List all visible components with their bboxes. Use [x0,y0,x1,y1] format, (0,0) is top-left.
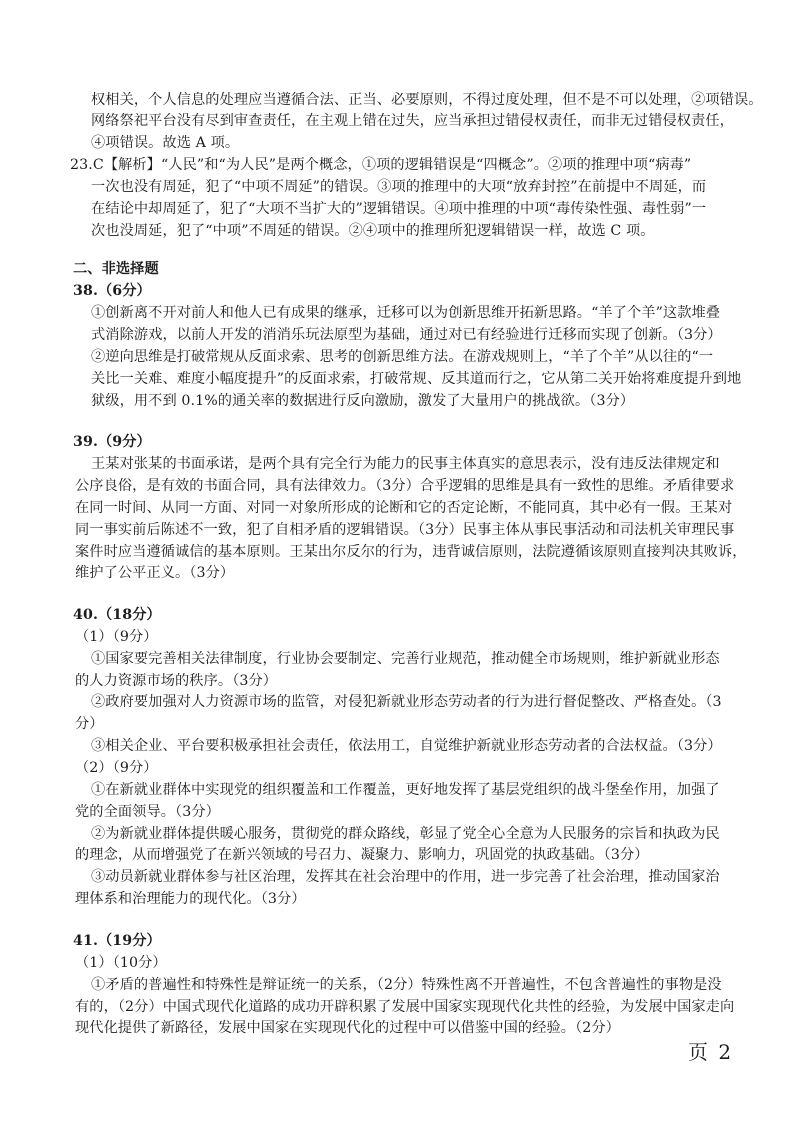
text-line: 党的全面领导。（3分） [75,804,220,820]
text-line: 权相关，个人信息的处理应当遵循合法、正当、必要原则，不得过度处理，但不是不可以处理，②项错误。 [91,92,763,108]
text-line: 的人力资源市场的秩序。（3分） [75,673,278,689]
text-line: ①创新离不开对前人和他人已有成果的继承，迁移可以为创新思维开拓新思路。“羊了个羊”这款堆叠 [91,305,721,321]
page-number: 页 2 [688,1040,734,1064]
text-line: ①矛盾的普遍性和特殊性是辩证统一的关系，（2分）特殊性离不开普遍性，不包含普遍性的事物是没 [91,977,722,993]
text-line: 同一事实前后陈述不一致，犯了自相矛盾的逻辑错误。（3分）民事主体从事民事活动和司法机关审理民事 [75,522,735,538]
text-line: 公序良俗，是有效的书面合同，具有法律效力。（3分）合乎逻辑的思维是具有一致性的思维。矛盾律要求 [75,478,735,494]
text-line: 23.C【解析】“人民”和“为人民”是两个概念，①项的逻辑错误是“四概念”。②项的推理中项“病毒” [70,157,692,173]
text-line: 关比一关难、难度小幅度提升”的反面求索，打破常规、反其道而行之，它从第二关开始将难度提升到地 [91,371,742,387]
text-line: 式消除游戏，以前人开发的消消乐玩法原型为基础，通过对已有经验进行迁移而实现了创新。（3分） [91,327,722,343]
text-line: 理体系和治理能力的现代化。（3分） [75,891,306,907]
text-line: （1）（9分） [75,629,158,645]
text-line: 一次也没有周延，犯了“中项不周延”的错误。③项的推理中的大项“放弃封控”在前提中不周延，而 [91,179,707,195]
text-line: 在结论中却周延了，犯了“大项不当扩大的”逻辑错误。④项中推理的中项“毒传染性强、毒性弱”一 [91,201,707,217]
text-line: ①国家要完善相关法律制度，行业协会要制定、完善行业规范，推动健全市场规则，维护新就业形态 [91,651,720,667]
text-line: 狱级，用不到 0.1%的通关率的数据进行反向激励，激发了大量用户的挑战欲。（3分） [91,393,635,409]
text-line: 38.（6分） [73,283,151,299]
text-line: 在同一时间、从同一方面、对同一对象所形成的论断和它的否定论断，不能同真，其中必有一假。王某对 [75,500,733,516]
text-line: 40.（18分） [73,607,161,623]
text-line: 现代化提供了新路径，发展中国家在实现现代化的过程中可以借鉴中国的经验。（2分） [75,1020,620,1036]
text-line: （2）（9分） [75,760,158,776]
text-line: 41.（19分） [73,933,161,949]
text-line: 二、非选择题 [73,261,159,277]
text-line: 网络祭祀平台没有尽到审查责任，在主观上错在过失，应当承担过错侵权责任，而非无过错侵权责任， [91,113,734,129]
text-line: ②政府要加强对人力资源市场的监管，对侵犯新就业形态劳动者的行为进行督促整改、严格查处。（3 [91,694,722,710]
text-line: ③动员新就业群体参与社区治理，发挥其在社会治理中的作用，进一步完善了社会治理，推动国家治 [91,869,720,885]
text-line: 维护了公平正义。（3分） [75,565,235,581]
text-line: 王某对张某的书面承诺，是两个具有完全行为能力的民事主体真实的意思表示，没有违反法律规定和 [91,456,720,472]
text-line: 次也没周延，犯了“中项”不周延的错误。②④项中的推理所犯逻辑错误一样，故选 C 项。 [91,223,655,239]
text-line: 分） [75,716,104,732]
text-line: ④项错误。故选 A 项。 [91,135,240,151]
text-line: 的理念，从而增强党了在新兴领域的号召力、凝聚力、影响力，巩固党的执政基础。（3分） [75,847,649,863]
text-line: 有的，（2分）中国式现代化道路的成功开辟积累了发展中国家实现现代化共性的经验，为发展中国家走向 [75,999,735,1015]
text-line: ③相关企业、平台要积极承担社会责任，依法用工，自觉维护新就业形态劳动者的合法权益。（3分） [91,738,722,754]
text-line: ②逆向思维是打破常规从反面求索、思考的创新思维方法。在游戏规则上，“羊了个羊”从以往的“一 [91,349,714,365]
text-line: 39.（9分） [73,434,151,450]
text-line: 案件时应当遵循诚信的基本原则。王某出尔反尔的行为，违背诚信原则，法院遵循该原则直接判决其败诉， [75,544,747,560]
text-line: ②为新就业群体提供暖心服务，贯彻党的群众路线，彰显了党全心全意为人民服务的宗旨和执政为民 [91,826,720,842]
text-line: ①在新就业群体中实现党的组织覆盖和工作覆盖，更好地发挥了基层党组织的战斗堡垒作用，加强了 [91,782,720,798]
text-line: （1）（10分） [75,955,167,971]
